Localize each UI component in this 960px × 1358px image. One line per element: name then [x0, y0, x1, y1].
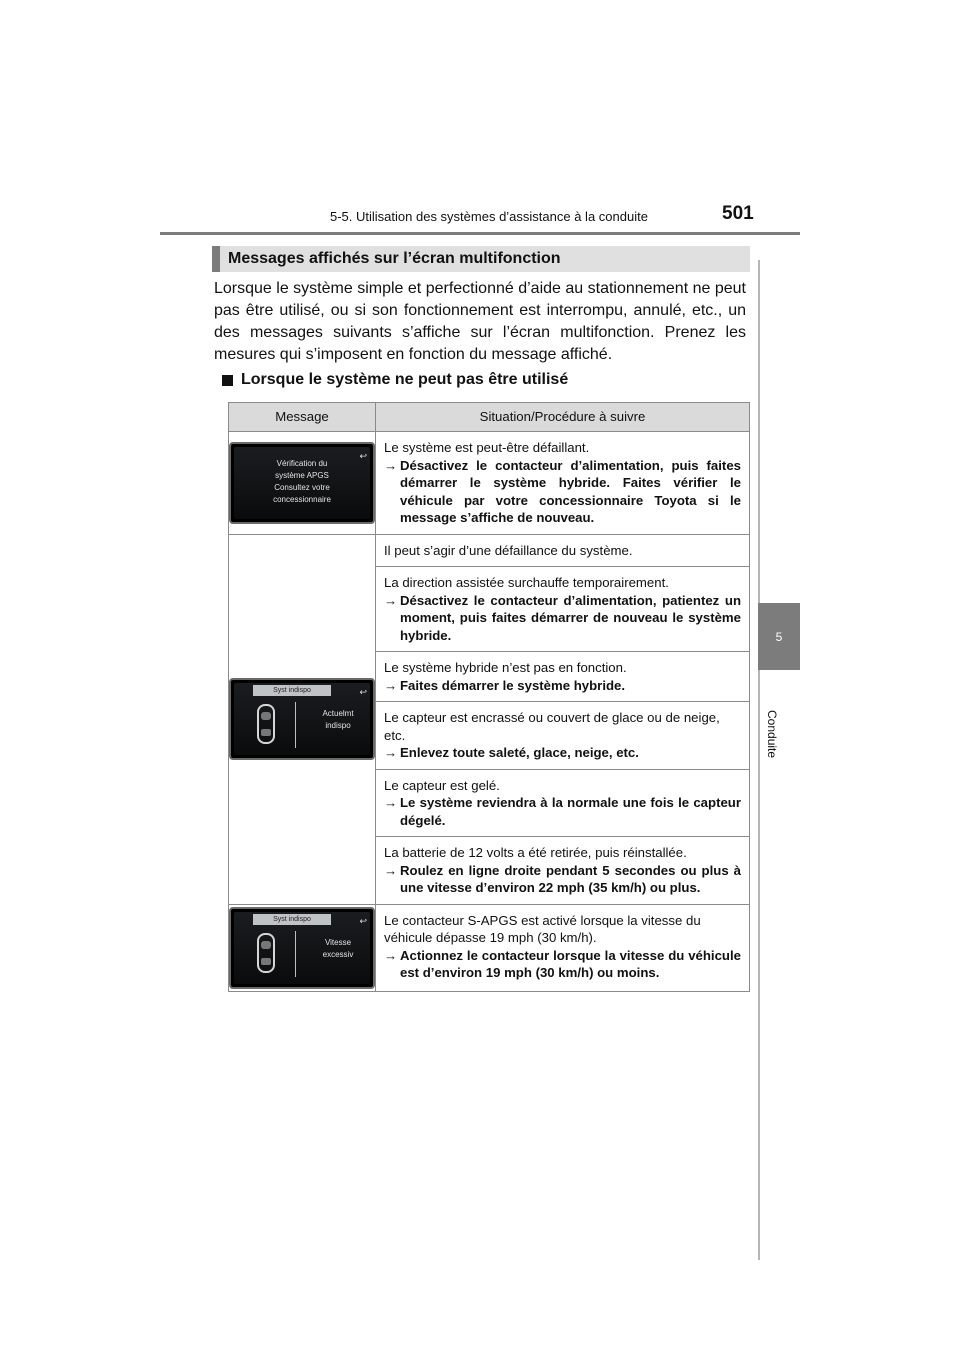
situation-cell: Le système est peut-être défaillant. → Désactivez le contacteur d’alimentation, puis faites démarrer le système hybride. Faites vérifier le véhicule par votre concessionnaire Toyota si le message s’affiche de nouveau.: [376, 432, 750, 535]
car-top-view-icon: [257, 704, 275, 744]
section-title: Messages affichés sur l’écran multifonction: [212, 246, 750, 272]
arrow-icon: →: [384, 862, 398, 878]
situation-cell: Il peut s’agir d’une défaillance du système.: [376, 534, 750, 567]
arrow-icon: →: [384, 745, 398, 760]
subheading: [222, 371, 568, 389]
display-screen-unavailable: [229, 678, 375, 760]
arrow-icon: →: [384, 947, 398, 963]
situation-cell: La batterie de 12 volts a été retirée, puis réinstallée. → Roulez en ligne droite pendant 5 secondes ou plus à une vitesse d’environ 22 mph (35 km/h) ou plus.: [376, 837, 750, 905]
intro-paragraph: Lorsque le système simple et perfectionné d’aide au stationnement ne peut pas être utilisé, ou si son fonctionnement est interrompu, annulé, etc., un des messages suivants s’affiche sur l’écran multifonction. Prenez les mesures qui s’imposent en fonction du message affiché.: [214, 280, 746, 363]
back-arrow-icon: ↩: [359, 450, 367, 461]
display-screen-apgs-check: [229, 442, 375, 524]
screen-message: Actuelmt indispo: [322, 709, 354, 730]
screen-banner: Syst indispo: [253, 914, 331, 925]
screen-message: Vérification du système APGS Consultez votre concessionnaire: [273, 458, 331, 504]
car-top-view-icon: [257, 933, 275, 973]
arrow-icon: →: [384, 795, 398, 810]
header-rule: [160, 232, 800, 235]
situation-cell: Le système hybride n’est pas en fonction. → Faites démarrer le système hybride.: [376, 652, 750, 702]
chapter-label: Conduite: [765, 710, 779, 759]
side-rule: [758, 260, 760, 1260]
table-row: [229, 534, 750, 567]
arrow-icon: →: [384, 677, 398, 693]
square-bullet-icon: [222, 375, 233, 386]
header-section-title: 5-5. Utilisation des systèmes d’assistance à la conduite: [330, 209, 648, 224]
chapter-tab: 5: [758, 603, 800, 670]
screen-message: Vitesse excessiv: [322, 937, 354, 959]
situation-cell: Le contacteur S-APGS est activé lorsque la vitesse du véhicule dépasse 19 mph (30 km/h). → Actionnez le contacteur lorsque la vitesse du véhicule est d’environ 19 mph (30 km/h) ou moins.: [376, 904, 750, 991]
situation-cell: Le capteur est gelé. → Le système reviendra à la normale une fois le capteur dégelé.: [376, 769, 750, 837]
table-row: [229, 432, 750, 535]
table-header-row: [229, 403, 750, 432]
arrow-icon: →: [384, 592, 398, 608]
situation-cell: La direction assistée surchauffe temporairement. → Désactivez le contacteur d’alimentation, patientez un moment, puis faites démarrer de nouveau le système hybride.: [376, 567, 750, 652]
message-image-cell: [229, 432, 376, 535]
column-header-situation: Situation/Procédure à suivre: [376, 403, 750, 432]
back-arrow-icon: ↩: [359, 915, 367, 926]
page-number: 501: [722, 203, 754, 224]
column-header-message: Message: [229, 403, 376, 432]
table-row: [229, 904, 750, 991]
messages-table: [228, 402, 750, 992]
back-arrow-icon: ↩: [359, 687, 367, 697]
message-image-cell: [229, 904, 376, 991]
subheading-text: Lorsque le système ne peut pas être utilisé: [241, 371, 569, 388]
display-screen-speed: [229, 907, 375, 989]
situation-cell: Le capteur est encrassé ou couvert de glace ou de neige, etc. → Enlevez toute saleté, glace, neige, etc.: [376, 702, 750, 770]
message-image-cell: [229, 534, 376, 904]
screen-banner: Syst indispo: [253, 685, 331, 696]
arrow-icon: →: [384, 457, 398, 473]
